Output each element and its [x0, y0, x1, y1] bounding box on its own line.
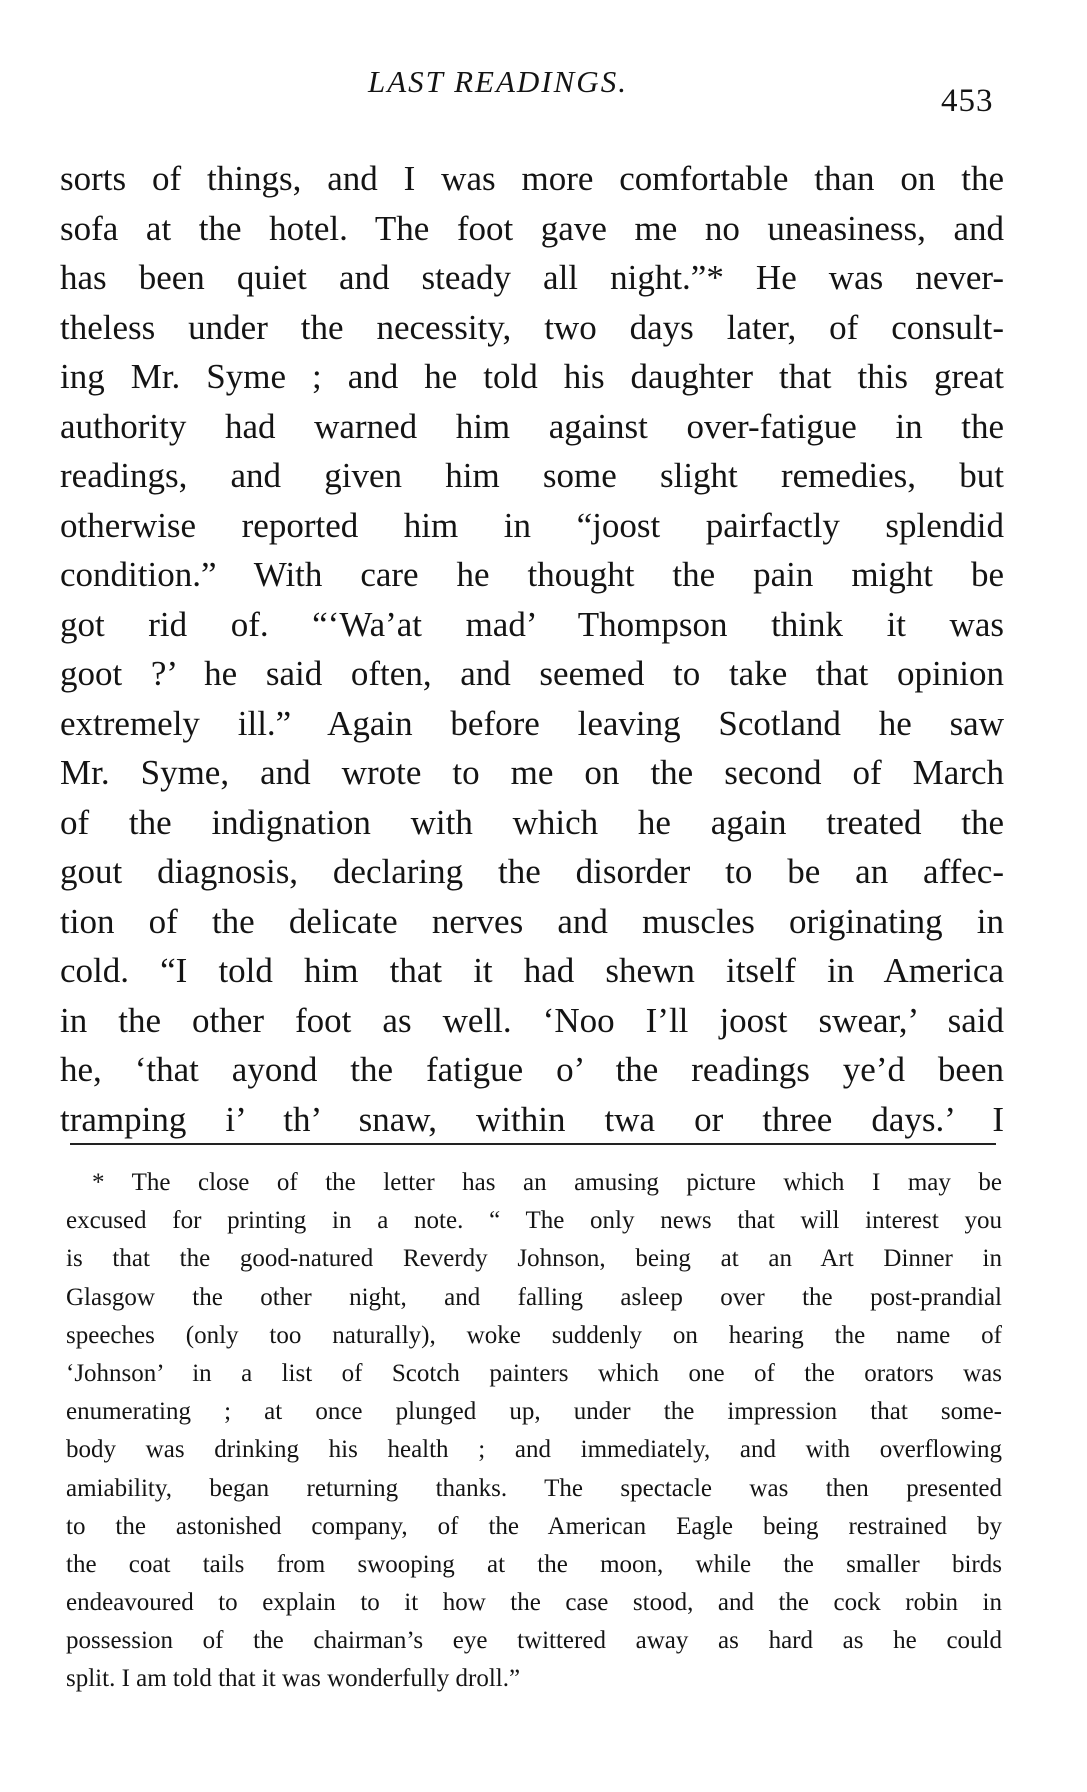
footnote-line: enumerating ; at once plunged up, under the impression that some- [66, 1398, 1002, 1426]
footnote-line: body was drinking his health ; and immediately, and with overflowing [66, 1436, 1002, 1464]
footnote-line: the coat tails from swooping at the moon, while the smaller birds [66, 1550, 1002, 1578]
body-line: sorts of things, and I was more comfortable than on the [60, 159, 1004, 198]
footnote-line: speeches (only too naturally), woke suddenly on hearing the name of [66, 1321, 1002, 1349]
body-line: theless under the necessity, two days later, of consult- [60, 307, 1004, 347]
footnote-line: is that the good-natured Reverdy Johnson, being at an Art Dinner in [66, 1245, 1002, 1273]
body-line: ing Mr. Syme ; and he told his daughter that this great [60, 357, 1004, 396]
body-line: otherwise reported him in “joost pairfactly splendid [60, 505, 1004, 545]
footnote [66, 1164, 1002, 1699]
body-line: he, ‘that ayond the fatigue o’ the readings ye’d been [60, 1050, 1004, 1089]
body-line: cold. “I told him that it had shewn itself in America [60, 951, 1004, 990]
page-number: 453 [941, 83, 994, 119]
body-line: sofa at the hotel. The foot gave me no uneasiness, and [60, 208, 1004, 248]
body-line: of the indignation with which he again treated the [60, 802, 1004, 842]
footnote-line: ‘Johnson’ in a list of Scotch painters which one of the orators was [66, 1359, 1002, 1387]
body-line: gout diagnosis, declaring the disorder to be an affec- [60, 852, 1004, 891]
body-line: in the other foot as well. ‘Noo I’ll joost swear,’ said [60, 1000, 1004, 1040]
footnote-line: to the astonished company, of the American Eagle being restrained by [66, 1512, 1002, 1540]
running-title: LAST READINGS. [368, 64, 628, 99]
body-line: condition.” With care he thought the pain might be [60, 555, 1004, 594]
body-line: tramping i’ th’ snaw, within twa or three days.’ I [60, 1099, 1004, 1139]
footnote-line: excused for printing in a note. “ The only news that will interest you [66, 1207, 1002, 1235]
footnote-line: endeavoured to explain to it how the case stood, and the cock robin in [66, 1589, 1002, 1617]
footnote-line: * The close of the letter has an amusing picture which I may be [92, 1169, 1002, 1196]
body-line: goot ?’ he said often, and seemed to take that opinion [60, 654, 1004, 693]
footnote-line: split. I am told that it was wonderfully droll.” [66, 1665, 521, 1693]
footnote-line: amiability, began returning thanks. The spectacle was then presented [66, 1474, 1002, 1502]
body-line: has been quiet and steady all night.”* He was never- [60, 258, 1004, 297]
footnote-divider [70, 1143, 996, 1145]
body-line: extremely ill.” Again before leaving Scotland he saw [60, 703, 1004, 743]
footnote-line: possession of the chairman’s eye twittered away as hard as he could [66, 1627, 1002, 1655]
body-line: authority had warned him against over-fatigue in the [60, 406, 1004, 446]
body-line: got rid of. “‘Wa’at mad’ Thompson think it was [60, 604, 1004, 644]
body-line: Mr. Syme, and wrote to me on the second of March [60, 753, 1004, 792]
footnote-line: Glasgow the other night, and falling asleep over the post-prandial [66, 1283, 1002, 1311]
body-line: readings, and given him some slight remedies, but [60, 456, 1004, 495]
body-line: tion of the delicate nerves and muscles originating in [60, 901, 1004, 941]
body-text [60, 154, 1004, 1144]
